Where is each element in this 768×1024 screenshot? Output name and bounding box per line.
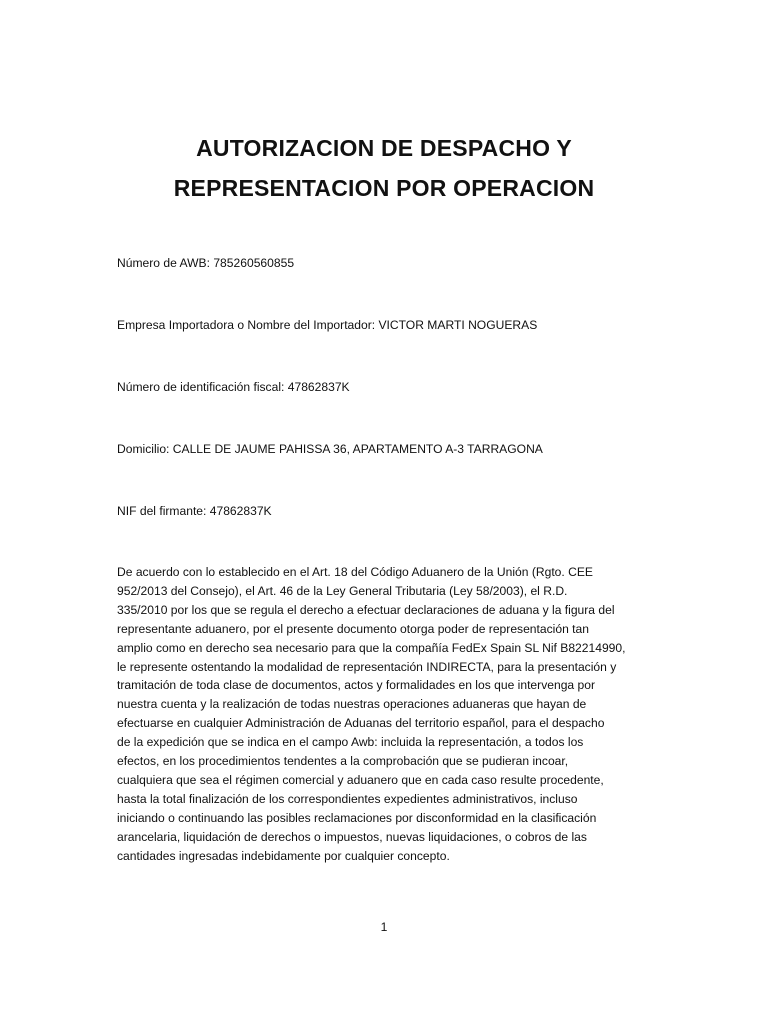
paragraph-line: 335/2010 por los que se regula el derecho a efectuar declaraciones de aduana y la figura del bbox=[117, 602, 615, 617]
paragraph-line: tramitación de toda clase de documentos, actos y formalidades en los que intervenga por bbox=[117, 678, 595, 693]
title-line: REPRESENTACION POR OPERACION bbox=[173, 175, 595, 201]
paragraph-line: nuestra cuenta y la realización de todas nuestras operaciones aduaneras que hayan de bbox=[117, 697, 587, 712]
paragraph-line: cualquiera que sea el régimen comercial y aduanero que en cada caso resulte procedente, bbox=[117, 772, 604, 787]
address-field: Domicilio: CALLE DE JAUME PAHISSA 36, APARTAMENTO A-3 TARRAGONA bbox=[117, 442, 543, 456]
page-number: 1 bbox=[380, 920, 388, 934]
paragraph-line: 952/2013 del Consejo), el Art. 46 de la Ley General Tributaria (Ley 58/2003), el R.D. bbox=[117, 583, 568, 598]
paragraph-line: efectuarse en cualquier Administración de Aduanas del territorio español, para el despacho bbox=[117, 716, 605, 731]
signer-nif-field: NIF del firmante: 47862837K bbox=[117, 504, 272, 518]
tax-id-field: Número de identificación fiscal: 47862837K bbox=[117, 380, 350, 394]
paragraph-line: arancelaria, liquidación de derechos o impuestos, nuevas liquidaciones, o cobros de las bbox=[117, 829, 587, 844]
paragraph-line: de la expedición que se indica en el campo Awb: incluida la representación, a todos los bbox=[117, 735, 584, 750]
paragraph-line: le represente ostentando la modalidad de representación INDIRECTA, para la presentación y bbox=[117, 659, 617, 674]
paragraph-line: iniciando o continuando las posibles reclamaciones por disconformidad en la clasificación bbox=[117, 810, 597, 825]
paragraph-line: efectos, en los procedimientos tendentes a la comprobación que se pudieran incoar, bbox=[117, 754, 569, 769]
paragraph-line: De acuerdo con lo establecido en el Art. 18 del Código Aduanero de la Unión (Rgto. CEE bbox=[117, 565, 593, 579]
paragraph-line: hasta la total finalización de los correspondientes expedientes administrativos, incluso bbox=[117, 791, 578, 806]
importer-field: Empresa Importadora o Nombre del Importador: VICTOR MARTI NOGUERAS bbox=[117, 318, 538, 332]
authorization-paragraph bbox=[117, 563, 662, 866]
awb-number-field: Número de AWB: 785260560855 bbox=[117, 256, 295, 270]
title-line: AUTORIZACION DE DESPACHO Y bbox=[196, 135, 572, 161]
paragraph-line: cantidades ingresadas indebidamente por cualquier concepto. bbox=[117, 848, 450, 863]
document-title bbox=[60, 128, 708, 208]
paragraph-line: representante aduanero, por el presente documento otorga poder de representación tan bbox=[117, 621, 589, 636]
paragraph-line: amplio como en derecho sea necesario para que la compañía FedEx Spain SL Nif B82214990, bbox=[117, 640, 626, 655]
